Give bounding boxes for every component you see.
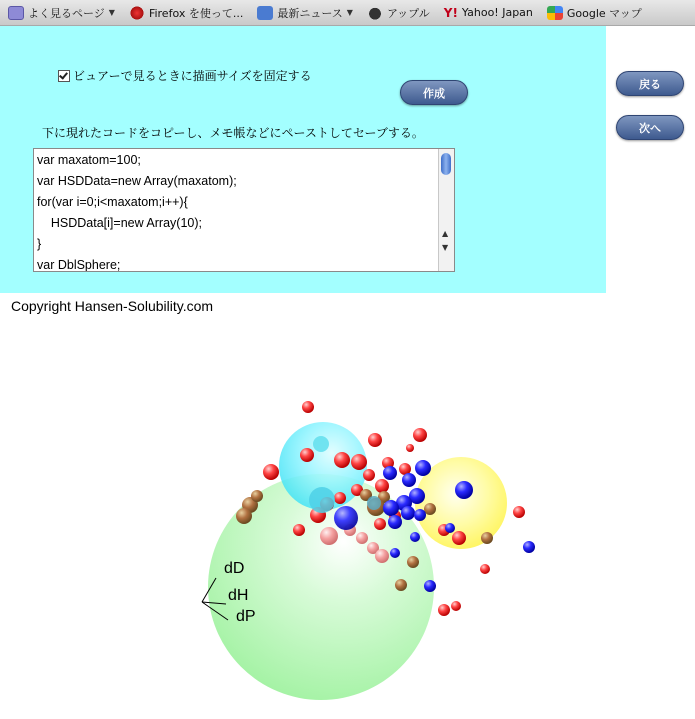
blue-point [388, 515, 402, 529]
blue-point [383, 466, 397, 480]
blue-point [401, 506, 415, 520]
blue-point [523, 541, 535, 553]
red-point [293, 524, 305, 536]
back-button[interactable]: 戻る [616, 71, 684, 96]
bookmarks-bar [0, 0, 695, 26]
folder-icon [8, 6, 24, 20]
blue-point [390, 548, 400, 558]
red-point [480, 564, 490, 574]
bookmark-label: よく見るページ [28, 6, 105, 20]
red-point [451, 601, 461, 611]
red-point [374, 518, 386, 530]
scroll-down-icon[interactable]: ▼ [442, 243, 449, 252]
olive-point [424, 503, 436, 515]
instruction-text: 下に現れたコードをコピーし、メモ帳などにペーストしてセーブする。 [42, 126, 424, 140]
yahoo-icon: Y! [443, 5, 458, 20]
bookmark-news[interactable] [257, 5, 353, 21]
apple-icon [367, 6, 383, 20]
hansen-sphere-viewer[interactable] [0, 318, 695, 719]
red-point [413, 428, 427, 442]
copyright-text: Copyright Hansen-Solubility.com [11, 298, 214, 314]
red-point [302, 401, 314, 413]
chevron-down-icon: ▼ [108, 8, 115, 17]
red-point [300, 448, 314, 462]
olive-point [236, 508, 252, 524]
code-textarea[interactable] [33, 148, 455, 272]
create-button[interactable]: 作成 [400, 80, 468, 105]
red-point [356, 532, 368, 544]
blue-point [383, 500, 399, 516]
blue-point [410, 532, 420, 542]
red-point [452, 531, 466, 545]
code-line: var DblSphere; [37, 258, 121, 272]
blue-point [424, 580, 436, 592]
red-point [363, 469, 375, 481]
checkbox-label: ビュアーで見るときに描画サイズを固定する [73, 69, 312, 83]
red-point [320, 527, 338, 545]
red-point [351, 454, 367, 470]
code-line: var HSDData=new Array(maxatom); [37, 174, 237, 188]
blue-point [415, 460, 431, 476]
code-line: HSDData[i]=new Array(10); [37, 216, 202, 230]
blue-point [334, 506, 358, 530]
bookmark-yahoo[interactable] [444, 6, 533, 20]
axis-label-dh: dH [228, 587, 249, 604]
red-point [375, 479, 389, 493]
bookmark-label: Google マップ [566, 6, 642, 20]
scroll-up-icon[interactable]: ▲ [442, 229, 449, 238]
code-scrollbar[interactable] [438, 149, 454, 271]
bookmark-firefox[interactable] [129, 5, 243, 21]
firefox-icon [129, 6, 145, 20]
bookmark-label: Yahoo! Japan [461, 6, 533, 19]
red-point [406, 444, 414, 452]
axis-label-dd: dD [224, 560, 245, 577]
bookmark-label: アップル [386, 6, 430, 20]
code-line: } [37, 237, 42, 251]
olive-point [251, 490, 263, 502]
chevron-down-icon: ▼ [346, 8, 353, 17]
code-line: for(var i=0;i<maxatom;i++){ [37, 195, 188, 209]
google-icon [547, 6, 563, 20]
blue-point [402, 473, 416, 487]
bookmark-frequent[interactable] [8, 5, 115, 21]
olive-point [395, 579, 407, 591]
blue-point [445, 523, 455, 533]
bookmark-apple[interactable] [367, 5, 430, 21]
fixed-size-checkbox[interactable] [58, 67, 312, 84]
red-point [438, 604, 450, 616]
red-point [513, 506, 525, 518]
rss-icon [257, 6, 273, 20]
cyan-point [313, 436, 329, 452]
axis-label-dp: dP [236, 608, 256, 625]
blue-point [414, 509, 426, 521]
red-point [375, 549, 389, 563]
checkbox-checked-icon[interactable] [58, 70, 70, 82]
next-button[interactable]: 次へ [616, 115, 684, 140]
blue-point [455, 481, 473, 499]
code-line: var maxatom=100; [37, 153, 141, 167]
red-point [334, 452, 350, 468]
red-point [368, 433, 382, 447]
bookmark-google-maps[interactable] [547, 5, 642, 21]
bookmark-label: 最新ニュース [277, 6, 343, 20]
red-point [334, 492, 346, 504]
cyan-point [367, 496, 381, 510]
scroll-thumb[interactable] [441, 153, 451, 175]
bookmark-label: Firefox を使って... [148, 6, 244, 20]
red-point [263, 464, 279, 480]
olive-point [481, 532, 493, 544]
cyan-point [309, 487, 335, 513]
olive-point [407, 556, 419, 568]
